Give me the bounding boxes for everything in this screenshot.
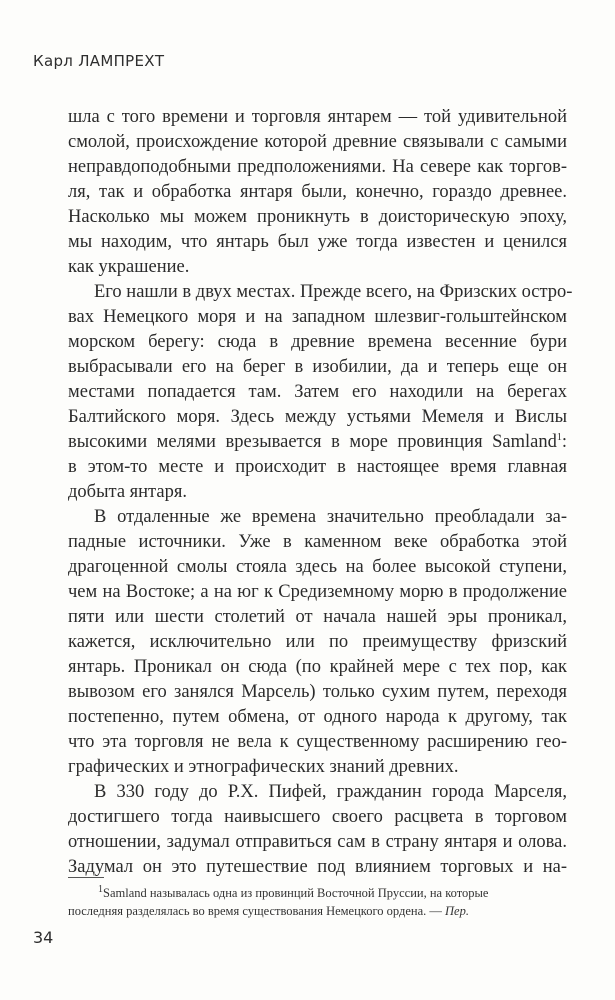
text-line: Насколько мы можем проникнуть в доисторическую эпоху, xyxy=(68,207,567,227)
text-line: мы находим, что янтарь был уже тогда известен и ценился xyxy=(68,232,567,252)
text-line: что эта торговля не вела к существенному расширению гео- xyxy=(68,732,567,752)
text-segment: высокими мелями врезывается в море провинция Samland xyxy=(68,432,557,452)
text-line: В 330 году до Р.Х. Пифей, гражданин города Марселя, xyxy=(94,782,567,802)
text-line: добыта янтаря. xyxy=(68,482,187,502)
text-line: янтарь. Проникал он сюда (по крайней мере с тех пор, как xyxy=(68,657,567,677)
text-line: падные источники. Уже в каменном веке обработка этой xyxy=(68,532,567,552)
footnote-marker[interactable]: 1 xyxy=(556,431,562,443)
text-line: шла с того времени и торговля янтарем — той удивительной xyxy=(68,107,567,127)
footnote-divider xyxy=(68,877,104,878)
page-number: 34 xyxy=(33,928,54,947)
text-line: морском берегу: сюда в древние времена весенние бури xyxy=(68,332,567,352)
text-line: выбрасывали его на берег в изобилии, да и теперь еще он xyxy=(68,357,567,377)
text-line: вывозом его занялся Марсель) только сухим путем, переходя xyxy=(68,682,567,702)
text-line: чем на Востоке; а на юг к Средиземному морю в продолжение xyxy=(68,582,567,602)
text-line: Его нашли в двух местах. Прежде всего, на Фризских остро- xyxy=(94,282,573,302)
text-line: достигшего тогда наивысшего своего расцвета в торговом xyxy=(68,807,567,827)
footnote-text: последняя разделялась во время существования Немецкого ордена. — xyxy=(68,904,442,918)
footnote-line-1 xyxy=(98,884,488,902)
text-line: кажется, исключительно или по преимуществу фризский xyxy=(68,632,567,652)
running-head: Карл ЛАМПРЕХТ xyxy=(33,52,165,70)
text-line: как украшение. xyxy=(68,257,190,277)
text-line: постепенно, путем обмена, от одного народа к другому, так xyxy=(68,707,567,727)
text-line-with-footnote xyxy=(68,430,567,454)
text-line: В отдаленные же времена значительно преобладали за- xyxy=(94,507,567,527)
text-line: Задумал он это путешествие под влиянием торговых и на- xyxy=(68,857,567,877)
text-line: в этом-то месте и происходит в настоящее время главная xyxy=(68,457,567,477)
text-line: неправдоподобными предположениями. На севере как торгов- xyxy=(68,157,567,177)
text-line: отношении, задумал отправиться сам в страну янтаря и олова. xyxy=(68,832,567,852)
footnote-text: Samland называлась одна из провинций Восточной Пруссии, на которые xyxy=(103,886,489,900)
text-line: драгоценной смолы стояла здесь на более высокой ступени, xyxy=(68,557,567,577)
text-line: Балтийского моря. Здесь между устьями Мемеля и Вислы xyxy=(68,407,567,427)
footnote-line-2 xyxy=(68,902,469,920)
text-line: местами попадается там. Затем его находили на берегах xyxy=(68,382,567,402)
text-line: пяти или шести столетий от начала нашей эры проникал, xyxy=(68,607,567,627)
text-line: графических и этнографических знаний древних. xyxy=(68,757,459,777)
text-line: смолой, происхождение которой древние связывали с самыми xyxy=(68,132,567,152)
punctuation: : xyxy=(561,432,567,452)
text-line: вах Немецкого моря и на западном шлезвиг-гольштейнском xyxy=(68,307,567,327)
text-line: ля, так и обработка янтаря были, конечно, гораздо древнее. xyxy=(68,182,567,202)
footnote-number: 1 xyxy=(98,883,103,895)
footnote-attribution: Пер. xyxy=(445,904,469,918)
